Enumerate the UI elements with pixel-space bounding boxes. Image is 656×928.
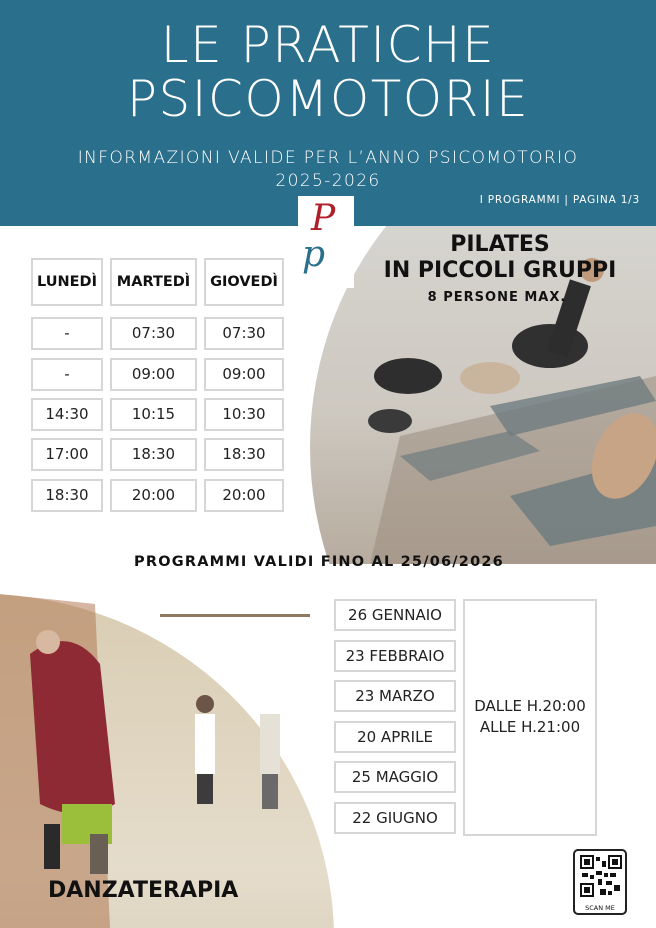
schedule-cell: 07:30 — [110, 317, 197, 350]
validity-note: PROGRAMMI VALIDI FINO AL 25/06/2026 — [134, 554, 504, 570]
pilates-title — [350, 232, 650, 284]
date-item: 20 APRILE — [334, 721, 456, 753]
schedule-cell: 18:30 — [204, 438, 284, 471]
title-line-1: LE PRATICHE — [160, 16, 496, 74]
schedule-cell: 18:30 — [110, 438, 197, 471]
date-item: 26 GENNAIO — [334, 599, 456, 631]
schedule-cell: 17:00 — [31, 438, 103, 471]
subtitle-line-1: INFORMAZIONI VALIDE PER L’ANNO PSICOMOTORIO — [77, 148, 579, 168]
schedule-cell: 20:00 — [204, 479, 284, 512]
qr-code-icon — [580, 855, 622, 897]
qr-code[interactable] — [573, 849, 627, 915]
schedule-cell: 09:00 — [110, 358, 197, 391]
schedule-header-lunedi: LUNEDÌ — [31, 258, 103, 306]
page-subtitle — [0, 147, 656, 193]
schedule-cell: 10:30 — [204, 398, 284, 431]
pilates-title-line-1: PILATES — [450, 232, 550, 257]
schedule-cell: 18:30 — [31, 479, 103, 512]
brand-logo — [298, 196, 354, 288]
schedule-cell: - — [31, 358, 103, 391]
date-item: 25 MAGGIO — [334, 761, 456, 793]
schedule-header-giovedi: GIOVEDÌ — [204, 258, 284, 306]
schedule-cell: 20:00 — [110, 479, 197, 512]
schedule-cell: 07:30 — [204, 317, 284, 350]
page-title — [0, 18, 656, 126]
schedule-cell: 14:30 — [31, 398, 103, 431]
subtitle-line-2: 2025-2026 — [275, 171, 381, 191]
pilates-capacity: 8 PERSONE MAX. — [427, 290, 567, 305]
date-item: 23 MARZO — [334, 680, 456, 712]
danzaterapia-title: DANZATERAPIA — [48, 878, 239, 903]
schedule-cell: - — [31, 317, 103, 350]
danzaterapia-hours — [463, 599, 597, 836]
schedule-header-martedi: MARTEDÌ — [110, 258, 197, 306]
schedule-cell: 10:15 — [110, 398, 197, 431]
header-banner — [0, 0, 656, 226]
schedule-cell: 09:00 — [204, 358, 284, 391]
pilates-title-line-2: IN PICCOLI GRUPPI — [383, 258, 617, 283]
logo-letter-red: P — [311, 198, 336, 239]
date-item: 22 GIUGNO — [334, 802, 456, 834]
title-line-2: PSICOMOTORIE — [126, 70, 530, 128]
hours-to: ALLE H.21:00 — [479, 718, 581, 736]
qr-caption: SCAN ME — [585, 904, 615, 912]
hours-from: DALLE H.20:00 — [474, 697, 586, 715]
date-item: 23 FEBBRAIO — [334, 640, 456, 672]
page-info: I PROGRAMMI | PAGINA 1/3 — [479, 194, 640, 206]
logo-letter-blue: p — [302, 234, 326, 275]
